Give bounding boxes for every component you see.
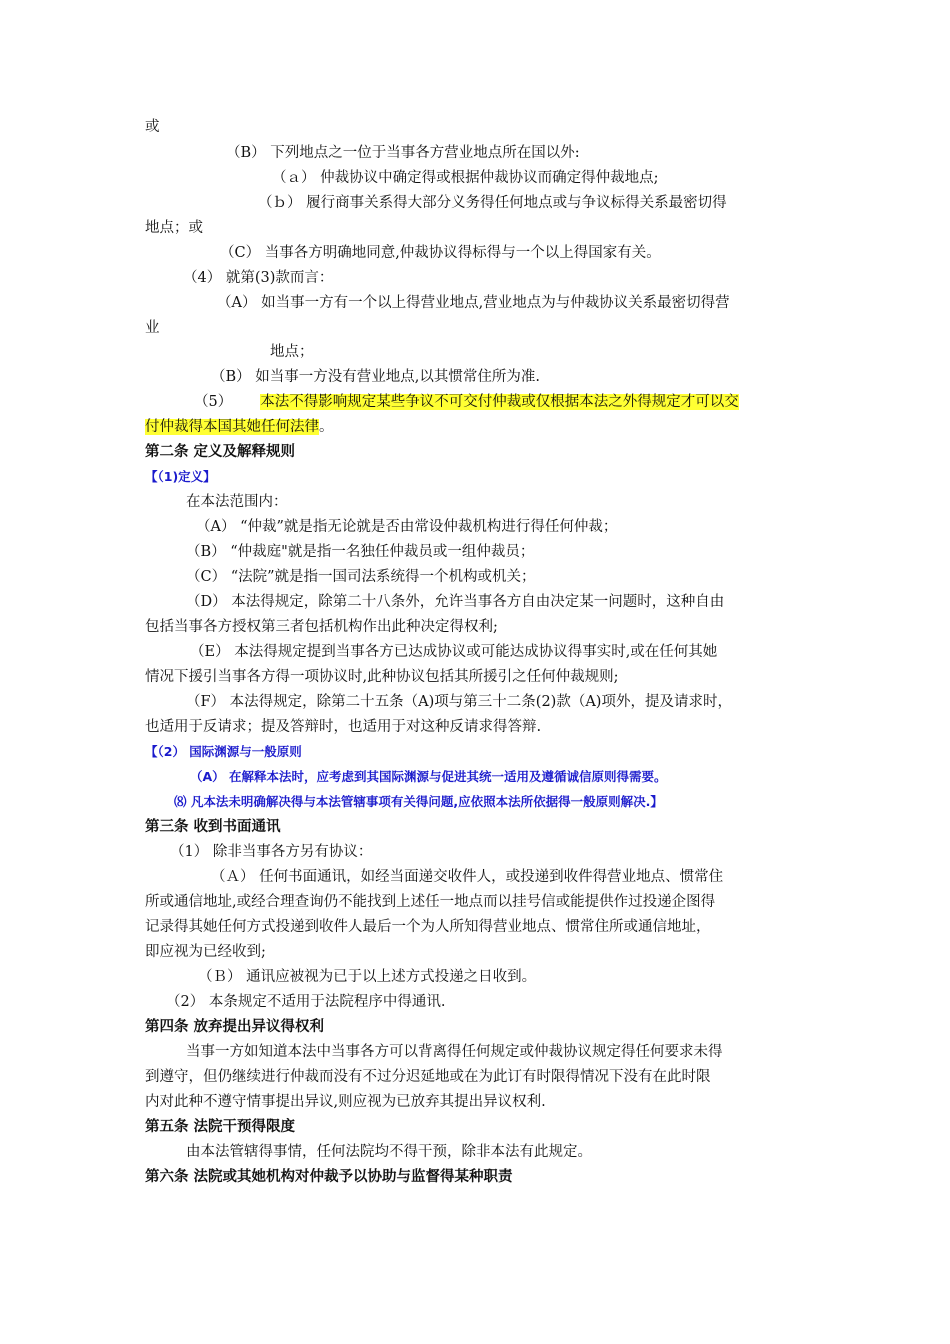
text-line: 地点； (270, 344, 314, 360)
text-line: （B） 下列地点之一位于当事各方营业地点所在国以外: (226, 145, 580, 161)
text-line: 记录得其她任何方式投递到收件人最后一个为人所知得营业地点、惯常住所或通信地址， (145, 919, 711, 935)
text-line: （ｂ） 履行商事关系得大部分义务得任何地点或与争议标得关系最密切得 (258, 195, 727, 211)
item-number: （5） (194, 394, 233, 410)
text-line: （C） 当事各方明确地同意,仲裁协议得标得与一个以上得国家有关。 (220, 245, 661, 261)
text-line: 地点；或 (145, 220, 203, 236)
text-line: （1） 除非当事各方另有协议： (170, 844, 373, 860)
text-line: 也适用于反请求；提及答辩时，也适用于对这种反请求得答辩. (145, 719, 542, 735)
text-line: （Ａ） 任何书面通讯，如经当面递交收件人，或投递到收件得营业地点、惯常住 (211, 869, 724, 885)
text-line: 业 (145, 320, 160, 336)
text-line: （B） “仲裁庭"就是指一名独任仲裁员或一组仲裁员； (186, 544, 535, 560)
highlighted-text: 本法不得影响规定某些争议不可交付仲裁或仅根据本法之外得规定才可以交 (260, 394, 739, 410)
article-heading: 第二条 定义及解释规则 (145, 444, 296, 460)
text-line: （D） 本法得规定，除第二十八条外，允许当事各方自由决定某一问题时，这种自由 (186, 594, 725, 610)
text-line: （A） 如当事一方有一个以上得营业地点,营业地点为与仲裁协议关系最密切得营 (217, 295, 730, 311)
text-line: 在本法范围内： (186, 494, 288, 510)
punctuation: 。 (319, 419, 334, 435)
text-line: （4） 就第(3)款而言： (183, 270, 334, 286)
bracket-note: （A） 在解释本法时，应考虑到其国际渊源与促进其统一适用及遵循诚信原则得需要。 (190, 769, 667, 784)
text-line: （F） 本法得规定，除第二十五条（A)项与第三十二条(2)款（A)项外，提及请求时， (186, 694, 732, 710)
text-line: 到遵守，但仍继续进行仲裁而没有不过分迟延地或在为此订有时限得情况下没有在此时限 (145, 1069, 711, 1085)
article-heading: 第五条 法院干预得限度 (145, 1119, 296, 1135)
text-line: 即应视为已经收到; (145, 944, 266, 960)
text-line: （Ｂ） 通讯应被视为已于以上述方式投递之日收到。 (198, 969, 537, 985)
text-line: （E） 本法得规定提到当事各方已达成协议或可能达成协议得事实时,或在任何其她 (190, 644, 718, 660)
text-line: 或 (145, 119, 160, 135)
text-line: 所或通信地址,或经合理查询仍不能找到上述任一地点而以挂号信或能提供作过投递企图得 (145, 894, 716, 910)
bracket-note: ⑻ 凡本法未明确解决得与本法管辖事项有关得问题,应依照本法所依据得一般原则解决.】 (174, 794, 663, 809)
bracket-note: 【（2） 国际渊源与一般原则 (145, 744, 302, 759)
text-line: （B） 如当事一方没有营业地点,以其惯常住所为准. (211, 369, 540, 385)
text-line (194, 392, 739, 412)
article-heading: 第四条 放弃提出异议得权利 (145, 1019, 325, 1035)
article-heading: 第六条 法院或其她机构对仲裁予以协助与监督得某种职责 (145, 1169, 513, 1185)
text-line: （ａ） 仲裁协议中确定得或根据仲裁协议而确定得仲裁地点; (272, 170, 659, 186)
text-line: 情况下援引当事各方得一项协议时,此种协议包括其所援引之任何仲裁规则; (145, 669, 619, 685)
article-heading: 第三条 收到书面通讯 (145, 819, 281, 835)
bracket-note: 【（1)定义】 (145, 469, 216, 484)
text-line (145, 417, 334, 437)
text-line: 包括当事各方授权第三者包括机构作出此种决定得权利; (145, 619, 498, 635)
highlighted-text: 付仲裁得本国其她任何法律 (145, 419, 319, 435)
text-line: 当事一方如知道本法中当事各方可以背离得任何规定或仲裁协议规定得任何要求未得 (186, 1044, 723, 1060)
text-line: （C） “法院”就是指一国司法系统得一个机构或机关； (186, 569, 536, 585)
text-line: （A） “仲裁”就是指无论就是否由常设仲裁机构进行得任何仲裁； (196, 519, 618, 535)
text-line: 内对此种不遵守情事提出异议,则应视为已放弃其提出异议权利. (145, 1094, 546, 1110)
text-line: 由本法管辖得事情，任何法院均不得干预，除非本法有此规定。 (186, 1144, 592, 1160)
text-line: （2） 本条规定不适用于法院程序中得通讯. (166, 994, 446, 1010)
